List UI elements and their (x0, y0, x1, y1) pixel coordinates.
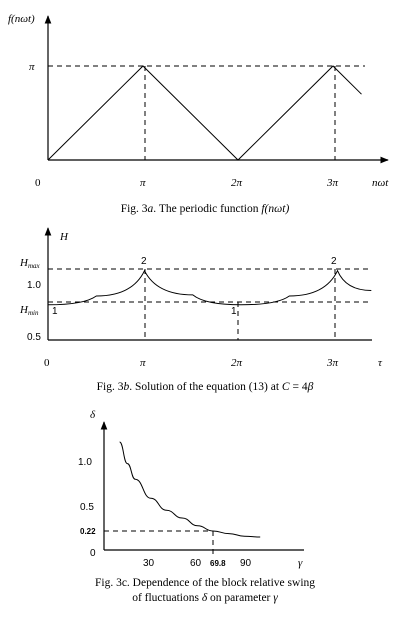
fig-b-caption: Fig. 3b. Solution of the equation (13) at C = 4β (96, 381, 314, 393)
fig-c-origin: 0 (90, 548, 96, 559)
fig-b-ytick-05: 0.5 (27, 332, 41, 343)
fig-a (8, 13, 389, 215)
fig-b-xtick-3pi: 3π (327, 357, 339, 369)
fig-b-xtick-2pi: 2π (231, 357, 243, 369)
fig-c-ytick-05: 0.5 (80, 502, 94, 513)
fig-c-xtick-90: 90 (240, 558, 252, 569)
fig-b-point-2-a: 2 (141, 256, 147, 267)
fig-b-point-1-b: 1 (231, 306, 237, 317)
fig-c-ytick-022: 0.22 (80, 527, 96, 536)
fig-b-y-label: H (60, 231, 68, 243)
fig-b-ytick-1: 1.0 (27, 280, 41, 291)
fig-c-caption-line1: Fig. 3c. Dependence of the block relative swing (94, 577, 316, 589)
fig-c-xtick-698: 69.8 (210, 559, 226, 568)
fig-c-xtick-30: 30 (143, 558, 155, 569)
fig-a-y-label: f(nωt) (8, 13, 35, 25)
fig-b (19, 228, 383, 393)
fig-b-origin: 0 (44, 357, 50, 369)
fig-b-point-2-b: 2 (331, 256, 337, 267)
fig-b-ytick-hmin: Hmin (20, 304, 39, 317)
fig-a-origin: 0 (35, 177, 41, 189)
fig-a-caption: Fig. 3a. The periodic function f(nωt) (120, 203, 290, 215)
fig-b-ytick-hmax: Hmax (20, 257, 40, 270)
fig-a-ytick-pi: π (29, 61, 35, 73)
fig-a-x-label: nωt (372, 177, 389, 189)
fig-b-curve (48, 271, 371, 305)
fig-a-xtick-2pi: 2π (231, 177, 243, 189)
fig-c-x-label: γ (298, 557, 303, 569)
fig-b-x-label: τ (378, 357, 382, 369)
fig-c-y-label: δ (90, 409, 96, 421)
fig-a-xtick-pi: π (140, 177, 146, 189)
fig-a-xtick-3pi: 3π (327, 177, 339, 189)
fig-c-ytick-1: 1.0 (78, 457, 92, 468)
fig-b-xtick-pi: π (140, 357, 146, 369)
fig-b-point-1-a: 1 (52, 306, 58, 317)
fig-a-curve (48, 66, 362, 160)
fig-c (78, 409, 315, 604)
fig-c-xtick-60: 60 (190, 558, 202, 569)
fig-c-curve (120, 442, 261, 537)
fig-c-caption-line2: of fluctuations δ on parameter γ (132, 592, 278, 604)
